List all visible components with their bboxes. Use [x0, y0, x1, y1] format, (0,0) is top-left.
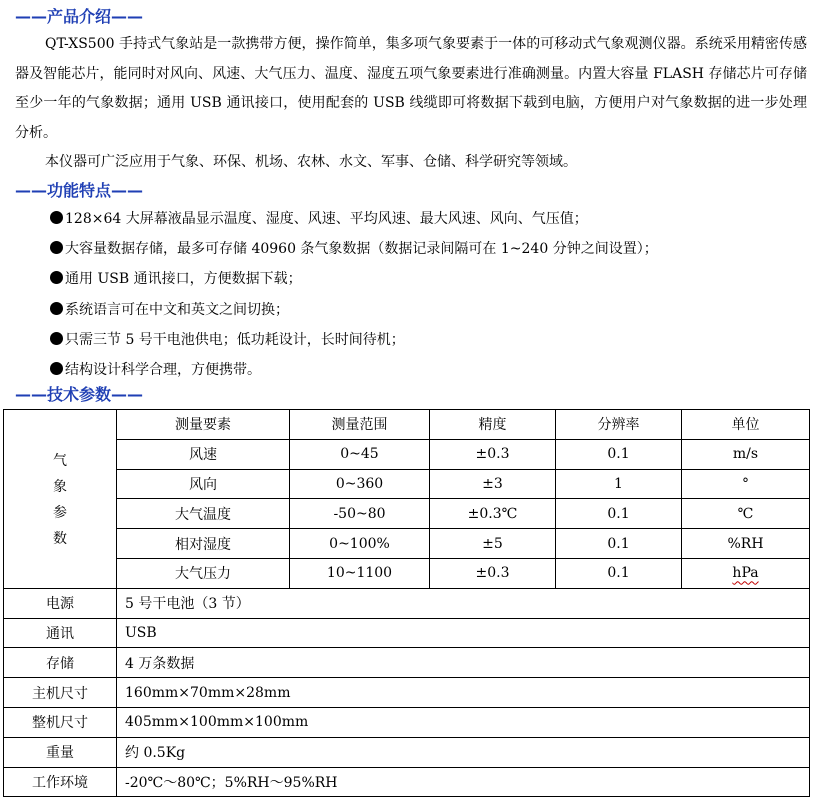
header-cell: 分辨率 — [556, 410, 682, 440]
group-label-char: 象 — [53, 478, 67, 495]
header-cell: 测量范围 — [290, 410, 430, 440]
row-label: 存储 — [4, 648, 117, 678]
row-label: 重量 — [4, 737, 117, 767]
table-row — [4, 558, 810, 588]
feature-item — [50, 204, 658, 234]
feature-text: 只需三节 5 号干电池供电；低功耗设计，长时间待机； — [65, 331, 405, 348]
table-row — [4, 737, 810, 767]
table-row — [4, 529, 810, 559]
feature-item — [50, 295, 658, 325]
cell: 大气温度 — [117, 499, 290, 529]
feature-text: 大容量数据存储，最多可存储 40960 条气象数据（数据记录间隔可在 1~240 分钟之间设置）； — [65, 241, 658, 258]
cell: 风速 — [117, 439, 290, 469]
group-label-char: 数 — [53, 530, 67, 547]
row-label: 整机尺寸 — [4, 707, 117, 737]
cell: 0.1 — [556, 499, 682, 529]
cell: %RH — [682, 529, 810, 559]
header-cell: 精度 — [430, 410, 556, 440]
feature-text: 通用 USB 通讯接口，方便数据下载； — [65, 271, 302, 288]
header-cell: 单位 — [682, 410, 810, 440]
row-value: 约 0.5Kg — [117, 737, 810, 767]
bullet-icon — [50, 241, 63, 254]
cell: ±3 — [430, 469, 556, 499]
group-label-char: 参 — [53, 504, 67, 521]
cell — [682, 558, 810, 588]
table-row — [4, 618, 810, 648]
table-row — [4, 648, 810, 678]
bullet-icon — [50, 211, 63, 224]
row-label: 主机尺寸 — [4, 678, 117, 708]
cell: 0~45 — [290, 439, 430, 469]
section-title-features: ——功能特点—— — [15, 181, 144, 200]
cell: ±0.3 — [430, 439, 556, 469]
row-value: 405mm×100mm×100mm — [117, 707, 810, 737]
cell: 风向 — [117, 469, 290, 499]
table-header-row — [4, 410, 810, 440]
row-label: 通讯 — [4, 618, 117, 648]
section-title-specs: ——技术参数—— — [15, 385, 144, 404]
feature-item — [50, 264, 658, 294]
row-value: 4 万条数据 — [117, 648, 810, 678]
header-cell: 测量要素 — [117, 410, 290, 440]
unit-hpa: hPa — [732, 565, 759, 582]
table-row — [4, 707, 810, 737]
intro-paragraph-2-text: 本仪器可广泛应用于气象、环保、机场、农林、水文、军事、仓储、科学研究等领域。 — [45, 154, 577, 170]
row-value: 5 号干电池（3 节） — [117, 588, 810, 618]
feature-item — [50, 355, 658, 385]
feature-list — [50, 204, 658, 385]
table-row — [4, 588, 810, 618]
row-label: 工作环境 — [4, 767, 117, 797]
table-row — [4, 439, 810, 469]
cell: ℃ — [682, 499, 810, 529]
bullet-icon — [50, 332, 63, 345]
cell: -50~80 — [290, 499, 430, 529]
meteorological-params-label — [4, 410, 117, 589]
row-value: 160mm×70mm×28mm — [117, 678, 810, 708]
intro-paragraph-2 — [15, 148, 807, 178]
section-title-intro: ——产品介绍—— — [15, 7, 144, 26]
cell: 0.1 — [556, 439, 682, 469]
feature-item — [50, 234, 658, 264]
cell: 0~360 — [290, 469, 430, 499]
bullet-icon — [50, 362, 63, 375]
intro-paragraph-1-text: QT-XS500 手持式气象站是一款携带方便，操作简单，集多项气象要素于一体的可移动式气象观测仪器。系统采用精密传感器及智能芯片，能同时对风向、风速、大气压力、温度、湿度五项气象要素进行准确测量。内置大容量 FLASH 存储芯片可存储至少一年的气象数据；通用 USB 通讯接口，使用配套的 USB 线缆即可将数据下载到电脑，方便用户对气象数据的进一步处理分析。 — [15, 36, 807, 141]
row-label: 电源 — [4, 588, 117, 618]
cell: 0.1 — [556, 529, 682, 559]
group-label-char: 气 — [53, 452, 67, 469]
cell: ±0.3℃ — [430, 499, 556, 529]
intro-paragraph-1 — [15, 30, 807, 148]
row-value: USB — [117, 618, 810, 648]
feature-item — [50, 325, 658, 355]
cell: ±0.3 — [430, 558, 556, 588]
cell: 10~1100 — [290, 558, 430, 588]
spec-table — [3, 409, 810, 797]
table-row — [4, 678, 810, 708]
bullet-icon — [50, 302, 63, 315]
feature-text: 128×64 大屏幕液晶显示温度、湿度、风速、平均风速、最大风速、风向、气压值； — [65, 211, 588, 227]
cell: 1 — [556, 469, 682, 499]
cell: m/s — [682, 439, 810, 469]
row-value: -20℃～80℃；5%RH～95%RH — [117, 767, 810, 797]
cell: ° — [682, 469, 810, 499]
cell: 相对湿度 — [117, 529, 290, 559]
cell: 0.1 — [556, 558, 682, 588]
feature-text: 结构设计科学合理，方便携带。 — [65, 361, 261, 378]
table-row — [4, 767, 810, 797]
cell: ±5 — [430, 529, 556, 559]
cell: 大气压力 — [117, 558, 290, 588]
table-row — [4, 499, 810, 529]
feature-text: 系统语言可在中文和英文之间切换； — [65, 301, 289, 318]
cell: 0~100% — [290, 529, 430, 559]
bullet-icon — [50, 271, 63, 284]
table-row — [4, 469, 810, 499]
